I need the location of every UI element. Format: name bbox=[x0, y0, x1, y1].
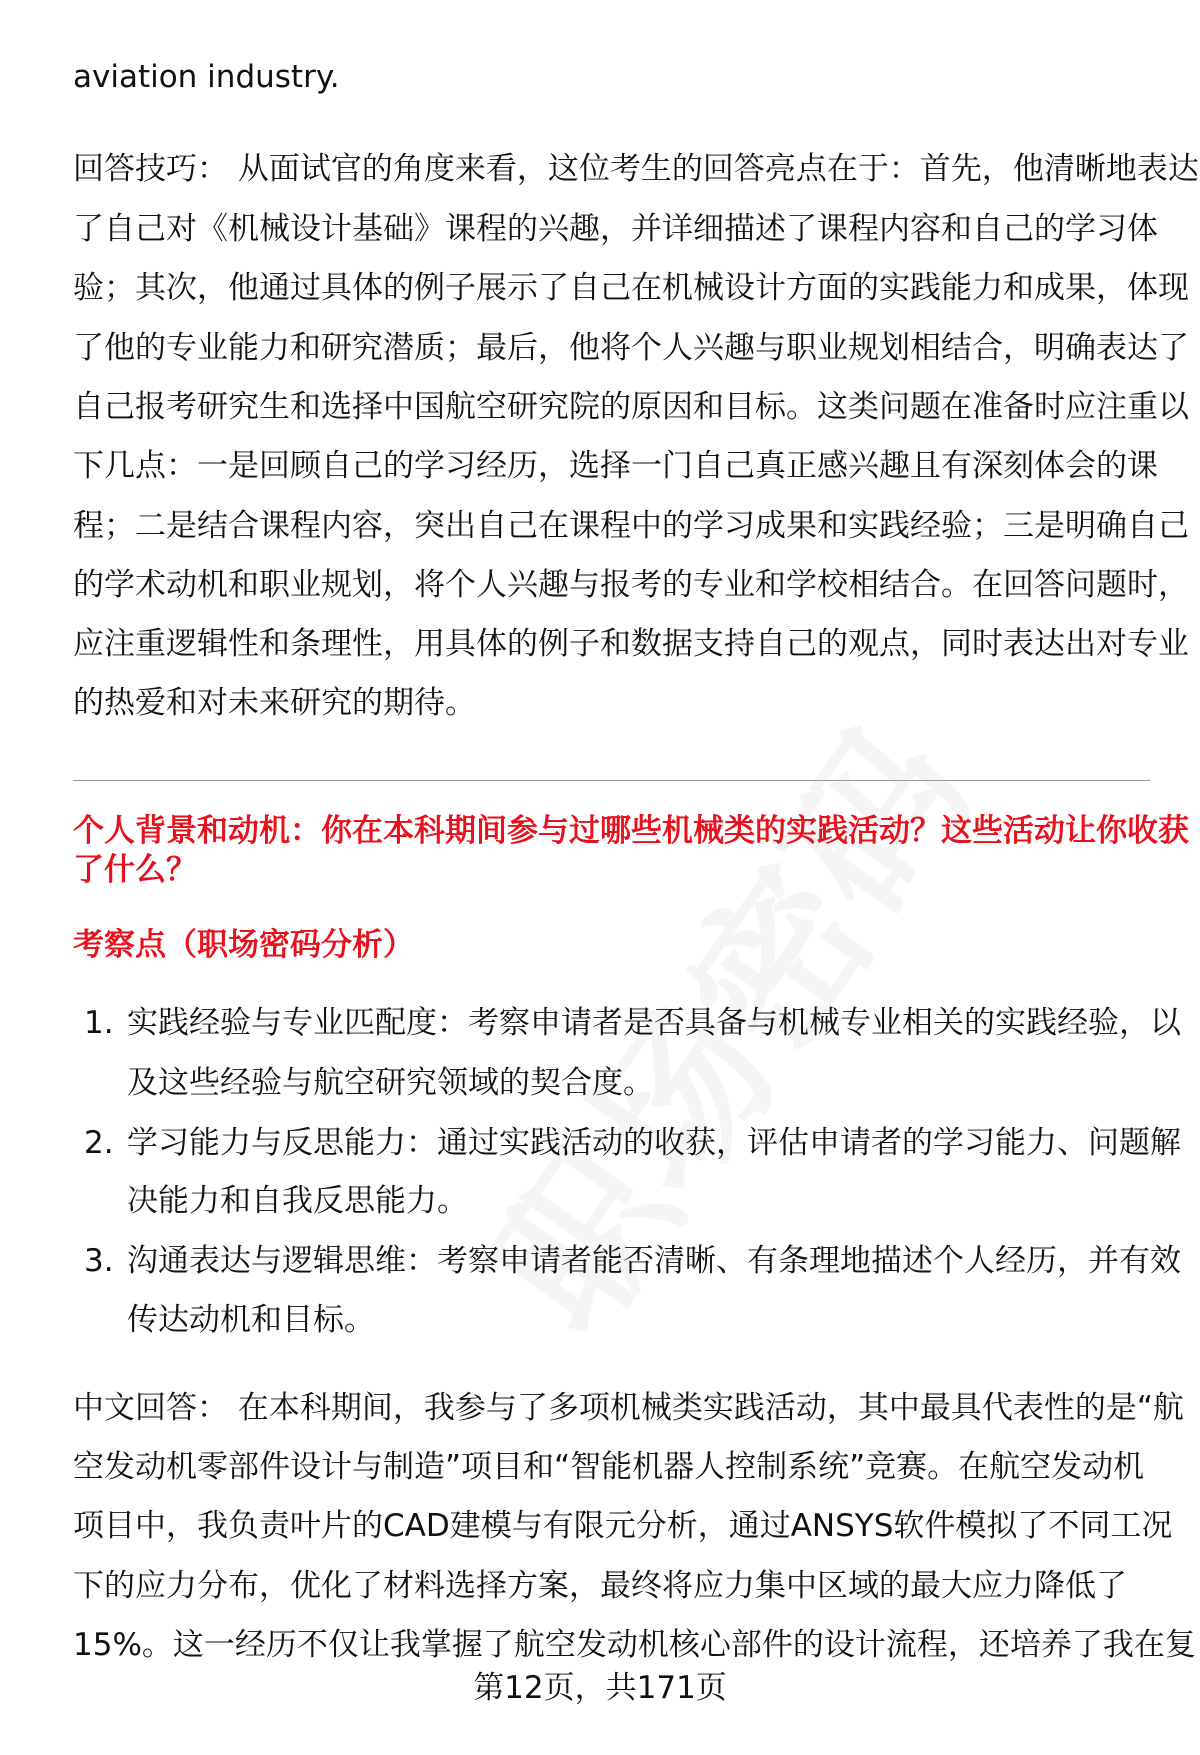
focus-title: 考察点（职场密码分析） bbox=[73, 927, 414, 963]
page-number: 第12页，共171页 bbox=[473, 1670, 727, 1706]
list-item-line: 实践经验与专业匹配度：考察申请者是否具备与机械专业相关的实践经验，以 bbox=[127, 1005, 1181, 1041]
list-number: 3. bbox=[84, 1243, 114, 1279]
list-item-line: 沟通表达与逻辑思维：考察申请者能否清晰、有条理地描述个人经历，并有效 bbox=[127, 1243, 1181, 1279]
answer-line: 15%。这一经历不仅让我掌握了航空发动机核心部件的设计流程，还培养了我在复 bbox=[73, 1627, 1196, 1663]
answer-line: 空发动机零部件设计与制造”项目和“智能机器人控制系统”竞赛。在航空发动机 bbox=[73, 1449, 1145, 1485]
answer-line: 下的应力分布，优化了材料选择方案，最终将应力集中区域的最大应力降低了 bbox=[73, 1568, 1127, 1604]
list-number: 2. bbox=[84, 1125, 114, 1161]
answer-line: 中文回答： 在本科期间，我参与了多项机械类实践活动，其中最具代表性的是“航 bbox=[73, 1390, 1184, 1426]
section-divider bbox=[73, 780, 1150, 781]
tips-line: 程；二是结合课程内容，突出自己在课程中的学习成果和实践经验；三是明确自己 bbox=[73, 508, 1189, 544]
list-item-line: 决能力和自我反思能力。 bbox=[127, 1183, 468, 1219]
tips-line: 自己报考研究生和选择中国航空研究院的原因和目标。这类问题在准备时应注重以 bbox=[73, 389, 1189, 425]
tips-line: 下几点：一是回顾自己的学习经历，选择一门自己真正感兴趣且有深刻体会的课 bbox=[73, 448, 1158, 484]
list-number: 1. bbox=[84, 1005, 114, 1041]
tips-line: 验；其次，他通过具体的例子展示了自己在机械设计方面的实践能力和成果，体现 bbox=[73, 270, 1189, 306]
question-line: 个人背景和动机：你在本科期间参与过哪些机械类的实践活动？这些活动让你收获 bbox=[73, 813, 1189, 849]
intro-tail-text: aviation industry. bbox=[73, 59, 340, 95]
tips-line: 了他的专业能力和研究潜质；最后，他将个人兴趣与职业规划相结合，明确表达了 bbox=[73, 330, 1189, 366]
tips-line: 了自己对《机械设计基础》课程的兴趣，并详细描述了课程内容和自己的学习体 bbox=[73, 211, 1158, 247]
tips-line: 回答技巧： 从面试官的角度来看，这位考生的回答亮点在于：首先，他清晰地表达 bbox=[73, 151, 1199, 187]
question-line: 了什么？ bbox=[73, 852, 197, 888]
tips-line: 的学术动机和职业规划，将个人兴趣与报考的专业和学校相结合。在回答问题时， bbox=[73, 567, 1189, 603]
list-item-line: 传达动机和目标。 bbox=[127, 1302, 375, 1338]
list-item-line: 学习能力与反思能力：通过实践活动的收获，评估申请者的学习能力、问题解 bbox=[127, 1125, 1181, 1161]
list-item-line: 及这些经验与航空研究领域的契合度。 bbox=[127, 1065, 654, 1101]
answer-line: 项目中，我负责叶片的CAD建模与有限元分析，通过ANSYS软件模拟了不同工况 bbox=[73, 1508, 1173, 1544]
tips-line: 应注重逻辑性和条理性，用具体的例子和数据支持自己的观点，同时表达出对专业 bbox=[73, 626, 1189, 662]
tips-line: 的热爱和对未来研究的期待。 bbox=[73, 685, 476, 721]
